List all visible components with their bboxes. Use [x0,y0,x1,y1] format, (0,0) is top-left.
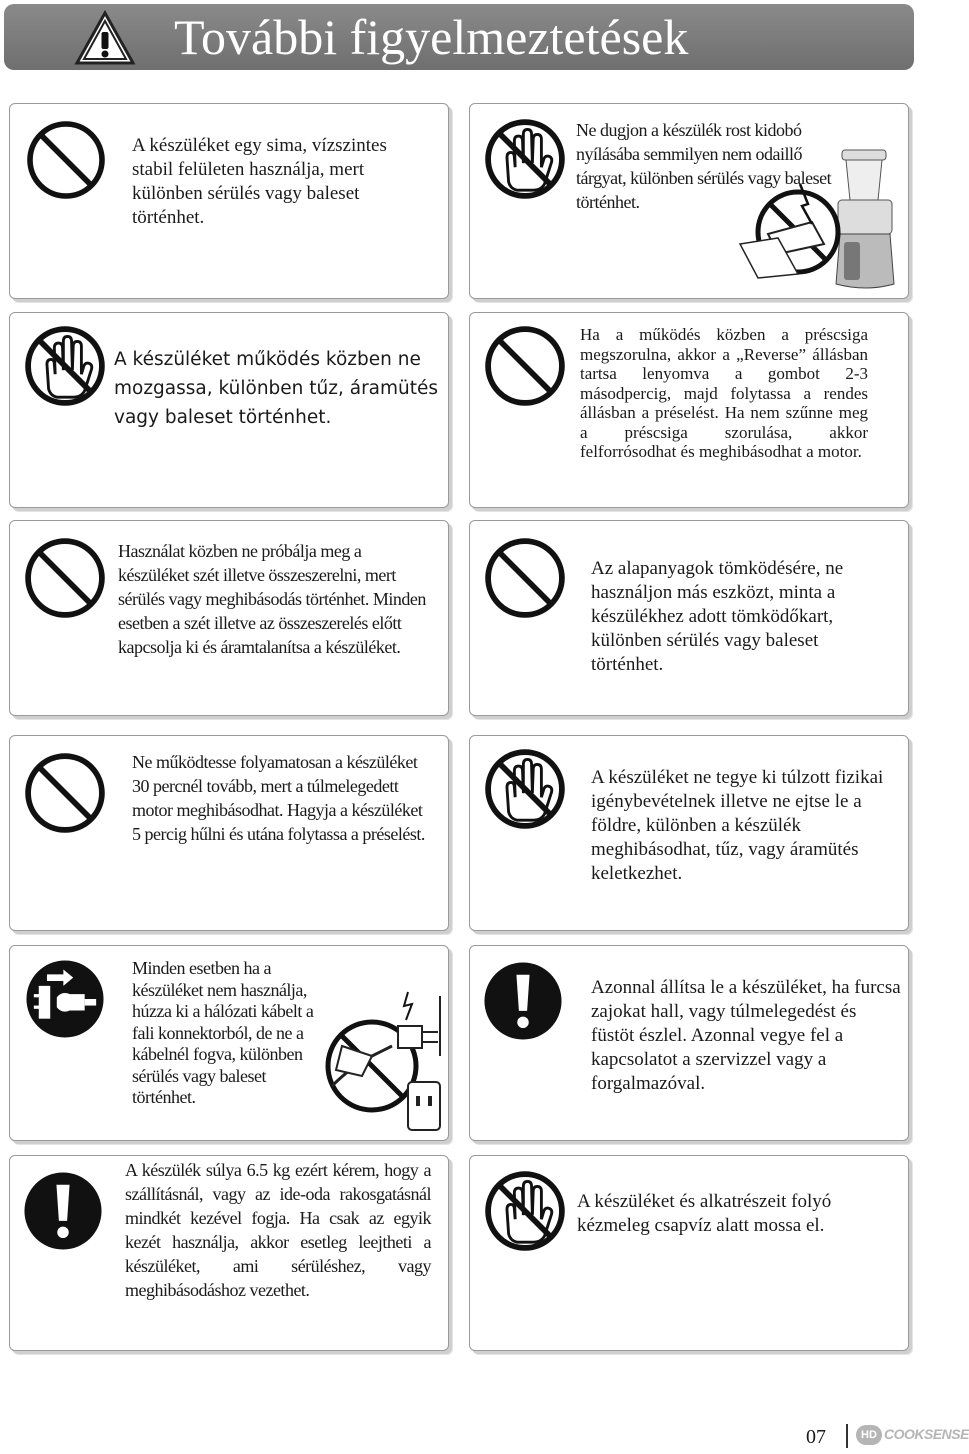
warning-text-1: A készüléket egy sima, vízszintes stabil felületen használja, mert különben sérülés vagy baleset történhet. [132,135,387,228]
no-touch-hand-icon [24,325,106,407]
page-header [4,4,914,70]
page-title: További figyelmeztetések [174,9,689,65]
warning-text-12: A készüléket és alkatrészeit folyó kézmeleg csapvíz alatt mossa el. [577,1191,832,1236]
warning-box-12 [469,1155,909,1351]
no-touch-hand-icon [484,118,566,200]
warning-text-7: Ne működtesse folyamatosan a készüléket 30 percnél tovább, mert a túlmelegedett motor meghibásodhat. Hagyja a készüléket 5 percig hűlni és utána folytassa a préselést. [132,752,425,844]
logo-text: COOKSENSE [884,1426,969,1442]
logo-badge: HD [856,1425,882,1445]
warning-box-3 [9,312,449,508]
prohibited-icon [26,120,106,200]
prohibited-icon [24,752,106,834]
juicer-illustration [738,144,906,294]
unplug-icon [24,958,106,1040]
warning-box-5 [9,520,449,716]
warning-box-1 [9,103,449,299]
warning-text-6: Az alapanyagok tömködésére, ne használjon más eszközt, minta a készülékhez adott tömködőkart, különben sérülés vagy baleset történhet. [591,558,844,675]
page-number: 07 [806,1426,826,1448]
warning-box-11 [9,1155,449,1351]
plug-illustration [312,986,444,1136]
warning-text-2: Ne dugjon a készülék rost kidobó nyílásába semmilyen nem odaillő tárgyat, különben sérülés vagy baleset történhet. [576,120,832,212]
prohibited-icon [484,325,566,407]
prohibited-icon [24,537,106,619]
no-touch-hand-icon [484,1170,566,1252]
warning-box-6 [469,520,909,716]
warning-text-11: A készülék súlya 6.5 kg ezért kérem, hogy a szállításnál, vagy az ide-oda rakosgatásnál mindkét kezével fogja. Ha csak az egyik kezét használja, akkor esetleg leejtheti a készüléket, ami sérüléshez, vagy meghibásodáshoz vezethet. [125,1160,431,1300]
warning-text-4: Ha a működés közben a préscsiga megszorulna, akkor a „Reverse” állásban tartsa lenyomva a gombot 2-3 másodpercig, majd folytassa a rendes állásban a préselést. Ha nem szűnne meg a préscsiga szorulása, akkor felforrósodhat és meghibásodhat a motor. [580,325,868,461]
warning-box-2 [469,103,909,299]
exclamation-icon [22,1170,104,1252]
warning-text-8: A készüléket ne tegye ki túlzott fizikai igénybevételnek illetve ne ejtse le a földre, különben a készülék meghibásodhat, tűz, vagy áramütés keletkezhet. [591,767,884,884]
warning-box-9 [9,945,449,1141]
warning-box-10 [469,945,909,1141]
warning-box-8 [469,735,909,931]
exclamation-icon [482,960,564,1042]
warning-text-5: Használat közben ne próbálja meg a készüléket szét illetve összeszerelni, mert sérülés vagy meghibásodás történhet. Minden esetben a szét illetve az összeszerelés előtt kapcsolja ki és áramtalanítsa a készüléket. [118,541,426,657]
brand-logo [856,1422,969,1450]
warning-box-4 [469,312,909,508]
warning-text-3: A készüléket működés közben ne mozgassa, különben tűz, áramütés vagy baleset történhet. [114,349,439,428]
no-touch-hand-icon [484,748,566,830]
warning-text-9: Minden esetben ha a készüléket nem használja, húzza ki a hálózati kábelt a fali konnektorból, de ne a kábelnél fogva, különben sérülés vagy baleset történhet. [132,958,314,1107]
warning-box-7 [9,735,449,931]
prohibited-icon [484,537,566,619]
footer-divider [846,1424,848,1448]
warning-triangle-icon [74,10,136,66]
warning-text-10: Azonnal állítsa le a készüléket, ha furcsa zajokat hall, vagy túlmelegedést és füstöt észlel. Azonnal vegye fel a kapcsolatot a szervizzel vagy a forgalmazóval. [591,977,901,1094]
